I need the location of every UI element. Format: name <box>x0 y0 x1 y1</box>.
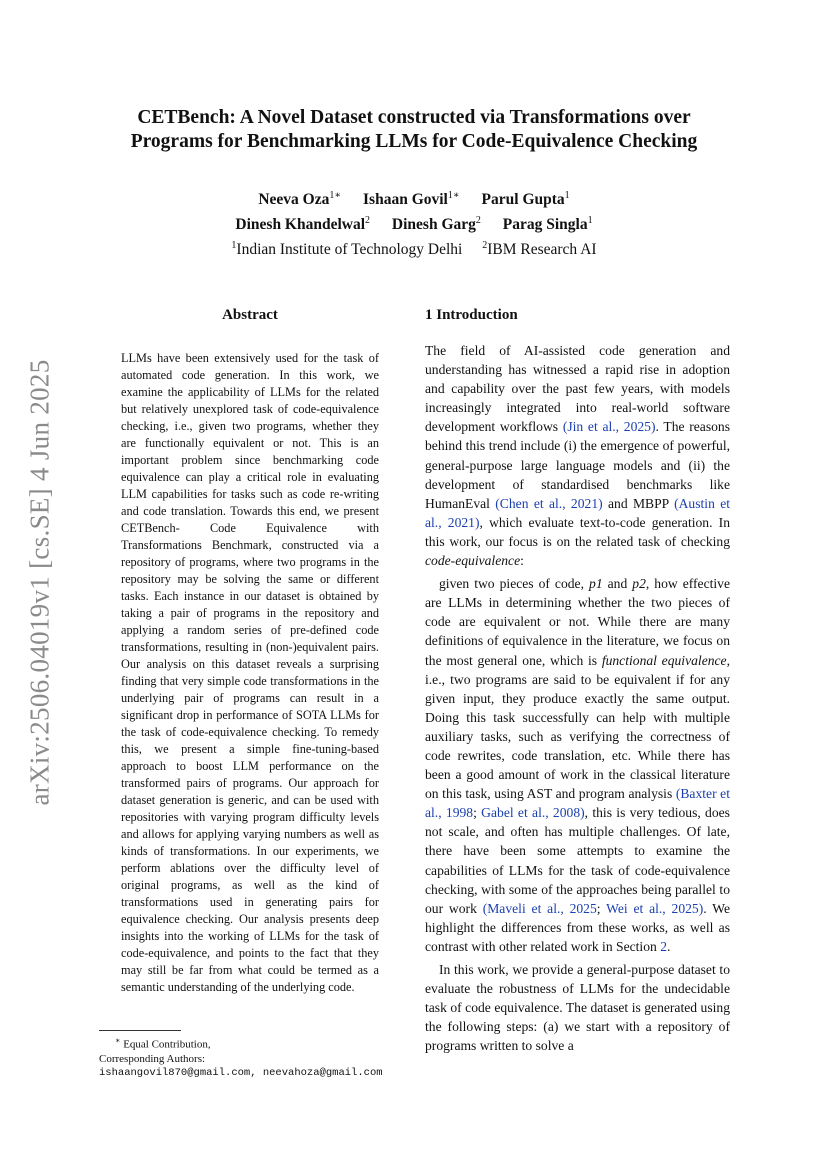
footnote-line-2: Corresponding Authors: <box>99 1052 206 1065</box>
author-block <box>100 185 728 260</box>
arxiv-identifier: arXiv:2506.04019v1 [cs.SE] 4 Jun 2025 <box>24 359 55 806</box>
affiliation: $^1$Indian Institute of Technology Delhi <box>231 240 463 259</box>
abstract-body: LLMs have been extensively used for the task of automated code generation. In this work, we examine the applicability of LLMs for the related but relatively unexplored task of code-equivalence checking, i.e., given two programs, whether they are functionally equivalent or not. This is an important problem since benchmarking code equivalence can play a critical role in evaluating LLM capabilities for tasks such as code re-writing and code translation. Towards this end, we present CETBench- Code Equivalence with Transformations Benchmark, constructed via a repository of programs, where two programs in the repository may be solving the same or different tasks. Each instance in our dataset is obtained by taking a pair of programs in the repository and applying a random series of pre-defined code transformations, resulting in (non-)equivalent pairs. Our analysis on this dataset reveals a surprising finding that very simple code transformations in the underlying pair of programs can result in a significant drop in performance of SOTA LLMs for the task of code-equivalence checking. To remedy this, we present a simple fine-tuning-based approach to boost LLM performance on the transformed pairs of programs. Our approach for dataset generation is generic, and can be used with repositories with varying program difficulty levels and allows for applying varying numbers as well as kinds of transformations. In our experiments, we perform ablations over the difficulty level of original programs, as well as the kind of transformations used in generating pairs for equivalence checking. Our analysis presents deep insights into the working of LLMs for the task of code-equivalence, and points to the fact that they may still be far from what could be termed as a semantic understanding of the underlying code. <box>121 351 379 994</box>
arxiv-sidebar <box>22 350 58 815</box>
citation-link[interactable]: (Austin et al., 2021) <box>425 495 731 530</box>
section-link[interactable]: 2 <box>660 938 667 954</box>
footnote <box>99 1030 389 1080</box>
affiliation: $^2$IBM Research AI <box>482 240 597 259</box>
citation-link[interactable]: (Baxter et al., 1998 <box>425 786 730 821</box>
intro-paragraph-3: In this work, we provide a general-purpose dataset to evaluate the robustness of LLMs for the undecidable task of code equivalence. The dataset is generated using the following steps: (a) we start with a repository of programs written to solve a <box>425 962 730 1054</box>
introduction-section <box>425 305 730 1055</box>
footnote-line-1: ∗ Equal Contribution, <box>115 1036 211 1051</box>
introduction-body <box>425 341 730 1055</box>
title-line-1: CETBench: A Novel Dataset constructed via Transformations over <box>137 107 691 128</box>
author: Parag Singla$^1$ <box>502 215 593 234</box>
citation-link[interactable]: (Chen et al., 2021) <box>495 495 603 511</box>
footnote-rule <box>99 1030 181 1031</box>
author: Ishaan Govil$^{1∗}$ <box>363 190 460 209</box>
affiliations <box>100 235 728 260</box>
author: Dinesh Khandelwal$^2$ <box>235 215 371 234</box>
citation-link[interactable]: Gabel et al., 2008) <box>481 805 585 821</box>
author: Dinesh Garg$^2$ <box>391 215 481 234</box>
abstract-section <box>121 305 379 996</box>
author-row-2 <box>100 210 728 235</box>
citation-link[interactable]: Wei et al., 2025) <box>606 900 704 916</box>
title-line-2: Programs for Benchmarking LLMs for Code-Equivalence Checking <box>130 131 698 152</box>
author-row-1 <box>100 185 728 210</box>
paper-title <box>100 106 728 154</box>
citation-link[interactable]: (Maveli et al., 2025 <box>482 900 597 916</box>
introduction-heading: 1 Introduction <box>425 307 518 323</box>
intro-paragraph-1: The field of AI-assisted code generation and understanding has witnessed a rapid rise in adoption and capability over the past few years, with models increasingly integrated into real-world software development workflows (Jin et al., 2025). The reasons behind this trend include (i) the emergence of powerful, general-purpose large language models and (ii) the development of standardised benchmarks like HumanEval (Chen et al., 2021) and MBPP (Austin et al., 2021), which evaluate text-to-code generation. In this work, our focus is on the related task of checking code-equivalence: <box>425 343 731 569</box>
abstract-heading: Abstract <box>222 307 278 323</box>
citation-link[interactable]: (Jin et al., 2025) <box>562 419 656 435</box>
footnote-emails: ishaangovil870@gmail.com, neevahoza@gmail.com <box>99 1066 383 1079</box>
author: Neeva Oza$^{1∗}$ <box>258 190 342 209</box>
intro-paragraph-2: given two pieces of code, p1 and p2, how effective are LLMs in determining whether the two pieces of code are equivalent or not. While there are many definitions of equivalence in the literature, we focus on the most general one, which is functional equivalence, i.e., two programs are said to be equivalent if for any given input, they produce exactly the same output. Doing this task successfully can help with multiple auxiliary tasks, such as verifying the correctness of code rewrites, code translation, etc. While there has been a good amount of work in the classical literature on this task, using AST and program analysis (Baxter et al., 1998; Gabel et al., 2008), this is very tedious, does not scale, and often has multiple challenges. Of late, there have been some attempts to examine the capabilities of LLMs for the task of code-equivalence checking, with some of the approaches being parallel to our work (Maveli et al., 2025; Wei et al., 2025). We highlight the differences from these works, as well as contrast with other related work in Section 2. <box>425 576 730 954</box>
author: Parul Gupta$^1$ <box>481 190 570 209</box>
